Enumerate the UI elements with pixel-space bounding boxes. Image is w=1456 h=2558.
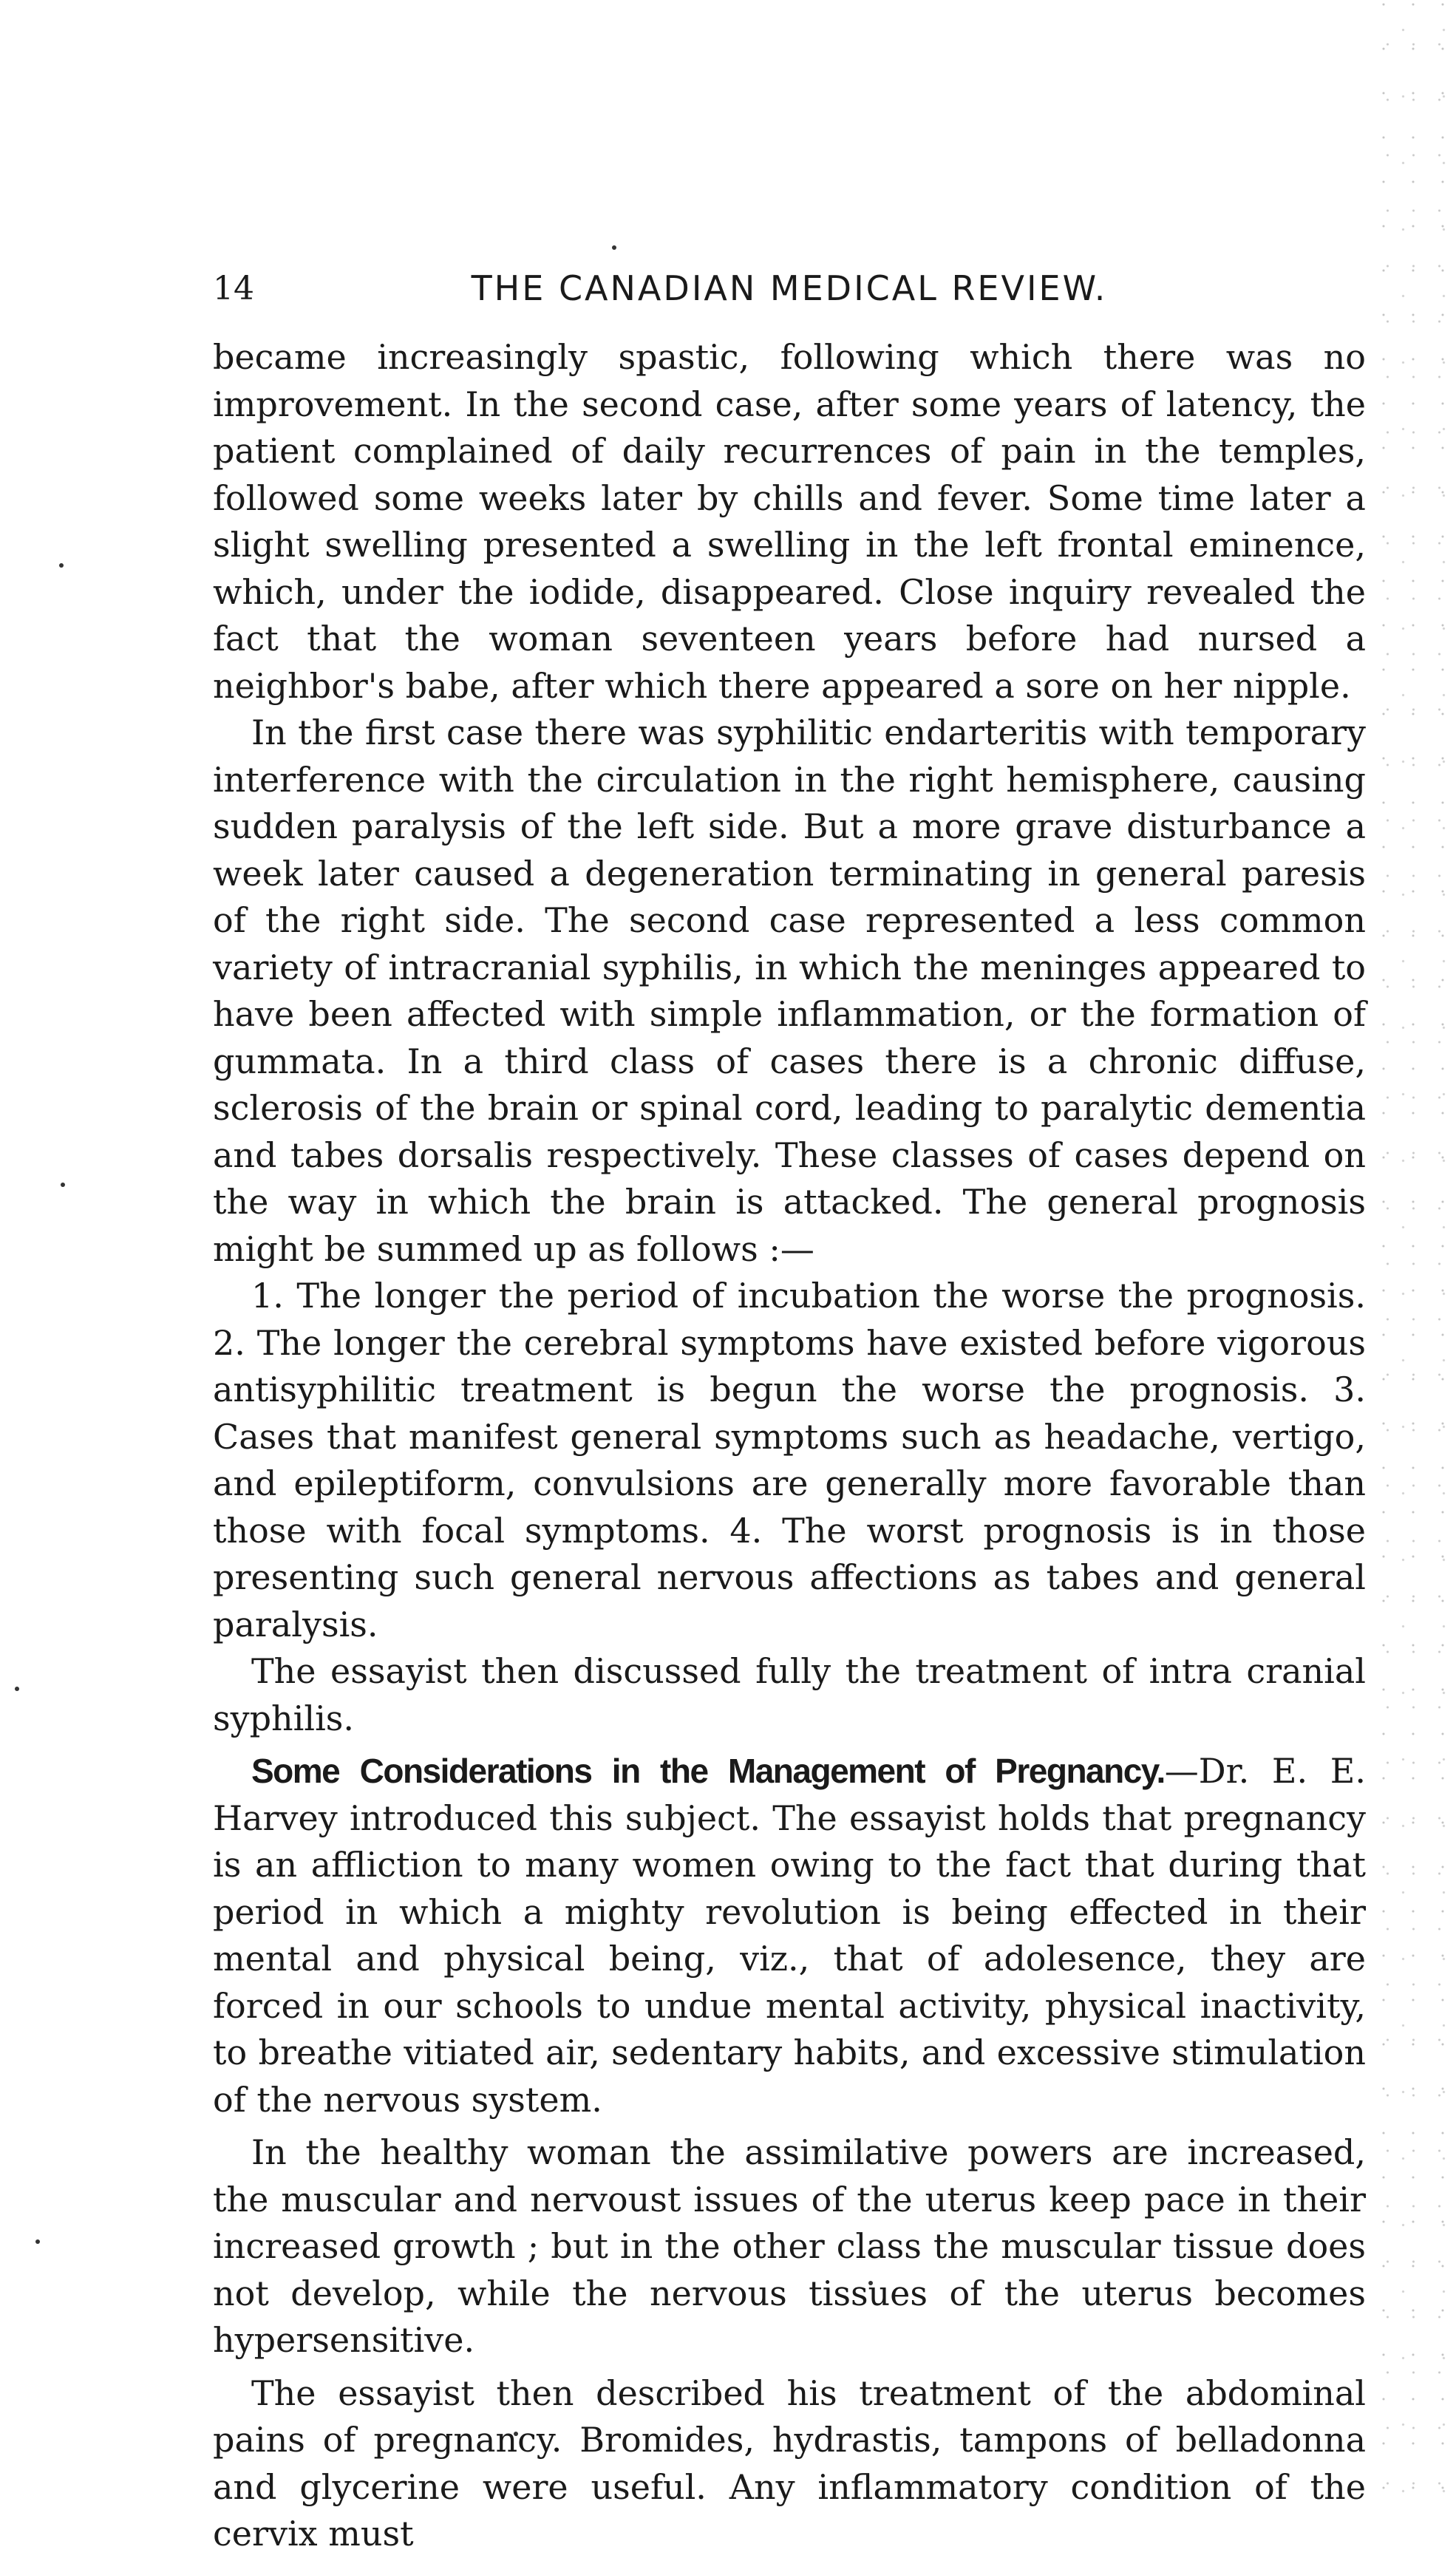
page-header	[213, 259, 1366, 318]
running-title: THE CANADIAN MEDICAL REVIEW.	[471, 268, 1108, 308]
paragraph: The essayist then described his treatment of the abdominal pains of pregnancy. Bromides, hydrastis, tampons of belladonna and glycerine were useful. Any inflammatory condition of the cervix must	[213, 2372, 1366, 2554]
margin-dot	[35, 2239, 40, 2244]
margin-dot	[15, 1687, 19, 1691]
scan-edge-specks	[1375, 0, 1456, 2529]
paragraph: became increasingly spastic, following which there was no improvement. In the second case, after some years of latency, the patient complained of daily recurrences of pain in the temples, followed some weeks later by chills and fever. Some time later a slight swelling presented a swelling in the left frontal eminence, which, under the iodide, disappeared. Close inquiry revealed the fact that the woman seventeen years before had nursed a neighbor's babe, after which there appeared a sore on her nipple.	[213, 337, 1366, 706]
page-number: 14	[213, 269, 254, 307]
margin-dot	[59, 563, 64, 568]
section-paragraph	[213, 1748, 1366, 2123]
margin-dot	[612, 245, 616, 250]
paragraph: In the first case there was syphilitic endarteritis with temporary interference with the circulation in the right hemisphere, causing sudden paralysis of the left side. But a more grave disturbance a week later caused a degeneration terminating in general paresis of the right side. The second case represented a less common variety of intracranial syphilis, in which the meninges appeared to have been affected with simple inflammation, or the formation of gummata. In a third class of cases there is a chronic diffuse, sclerosis of the brain or spinal cord, leading to paralytic dementia and tabes dorsalis respectively. These classes of cases depend on the way in which the brain is attacked. The general prognosis might be summed up as follows :—	[213, 712, 1366, 1269]
article-body	[213, 334, 1366, 2558]
paragraph: 1. The longer the period of incubation the worse the prognosis. 2. The longer the cerebral symptoms have existed before vigorous antisyphilitic treatment is begun the worse the prognosis. 3. Cases that manifest general symptoms such as headache, vertigo, and epileptiform, convulsions are generally more favorable than those with focal symptoms. 4. The worst prognosis is in those presenting such general nervous affections as tabes and general paralysis.	[213, 1276, 1366, 1644]
margin-dot	[61, 1183, 65, 1187]
section-heading: Some Considerations in the Management of Pregnancy.	[251, 1752, 1165, 1790]
paragraph: In the healthy woman the assimilative powers are increased, the muscular and nervoust issues of the uterus keep pace in their increased growth ; but in the other class the muscular tissue does not develop, while the nervous tissues of the uterus becomes hypersensitive.	[213, 2132, 1366, 2360]
paragraph: The essayist then discussed fully the treatment of intra cranial syphilis.	[213, 1651, 1366, 1738]
section-text: —Dr. E. E. Harvey introduced this subject. The essayist holds that pregnancy is an affliction to many women owing to the fact that during that period in which a mighty revolution is being effected in their mental and physical being, viz., that of adolesence, they are forced in our schools to undue mental activity, physical inactivity, to breathe vitiated air, sedentary habits, and excessive stimulation of the nervous system.	[213, 1751, 1366, 2120]
